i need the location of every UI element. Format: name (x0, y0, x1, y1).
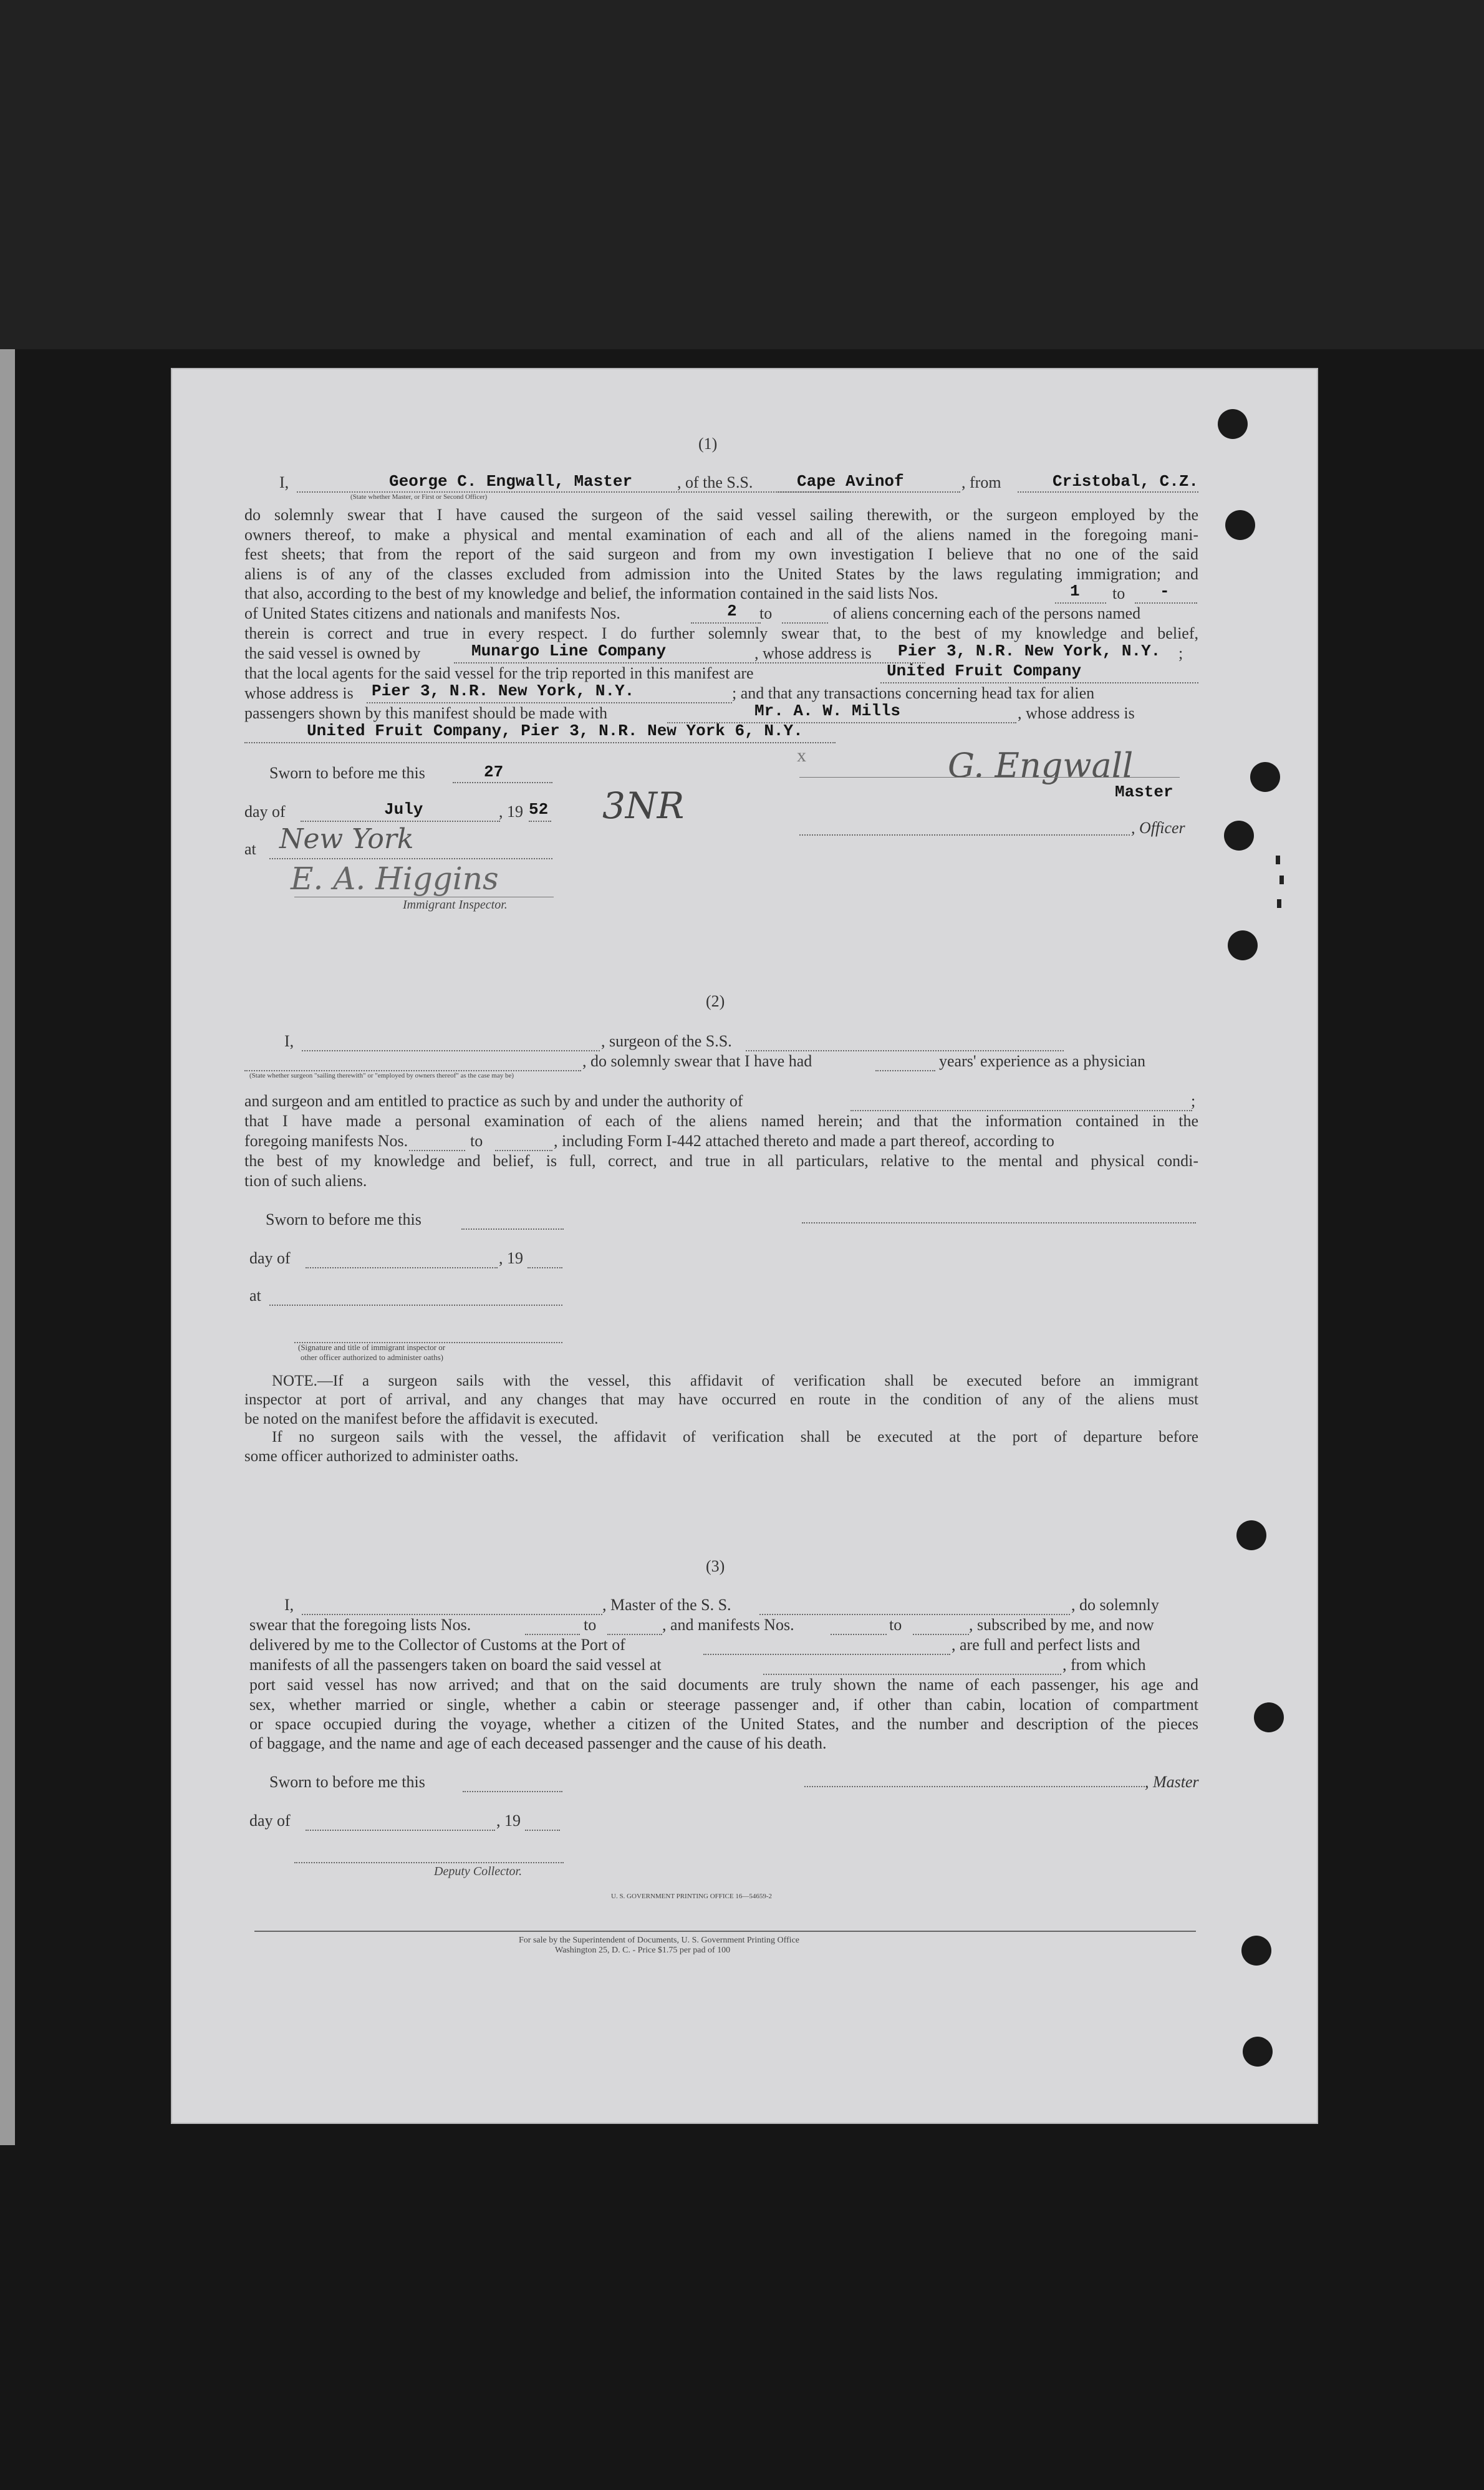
correct-line: therein is correct and true in every respect. I do further solemnly swear that, to the best of my knowledge and belief, (244, 624, 1198, 642)
day-of-label: day of (244, 803, 286, 821)
note-line: some officer authorized to administer oaths. (244, 1448, 519, 1465)
inspector-caption: Immigrant Inspector. (403, 898, 508, 912)
to-label: to (470, 1132, 483, 1150)
owner-value: Munargo Line Company (471, 642, 667, 660)
footer-line-2: Washington 25, D. C. - Price $1.75 per pad of 100 (555, 1946, 731, 1955)
section-2-number: (2) (706, 992, 725, 1010)
surgeon-of-label: , surgeon of the S.S. (601, 1032, 732, 1050)
owned-by-label: the said vessel is owned by (244, 644, 421, 662)
punch-hole (1236, 1520, 1266, 1550)
handwritten-place: New York (279, 823, 414, 855)
passengers-label: passengers shown by this manifest should be made with (244, 704, 608, 722)
punch-hole (1254, 1702, 1284, 1732)
from-label: , from (961, 473, 1001, 491)
officer-caption: , Officer (1131, 819, 1185, 837)
punch-hole (1241, 1936, 1271, 1966)
lists-to-value: - (1160, 582, 1170, 601)
manifest-no-value: 2 (727, 602, 737, 620)
oath-line: fest sheets; that from the report of the said surgeon and from my own investigation I believe that no one of the said (244, 545, 1198, 563)
from-which-text: , from which (1062, 1656, 1146, 1674)
inspector-signature: E. A. Higgins (291, 861, 499, 897)
master-signature: G. Engwall (948, 746, 1134, 785)
x-mark: x (797, 745, 806, 766)
gpo-imprint: U. S. GOVERNMENT PRINTING OFFICE 16—54659-2 (611, 1893, 773, 1900)
edge-mark (1279, 876, 1284, 884)
oath-line: aliens is of any of the classes excluded from admission into the United States by the laws regulating immigration; and (244, 564, 1198, 583)
oath-line: owners thereof, to make a physical and mental examination of each and all of the aliens named in the foregoing mani- (244, 525, 1198, 544)
semicolon: ; (1191, 1092, 1196, 1110)
year-prefix: , 19 (496, 1812, 521, 1830)
agent-value: United Fruit Company (887, 662, 1082, 680)
agents-label: that the local agents for the said vessel for the trip reported in this manifest are (244, 664, 754, 682)
day-of-label: day of (249, 1249, 291, 1267)
note-paragraph-2: If no surgeon sails with the vessel, the affidavit of verification shall be executed at the port of departure before (272, 1429, 1198, 1445)
section-1-oath-text (244, 505, 1198, 584)
oath-i-label: I, (279, 473, 289, 491)
footer-line-1: For sale by the Superintendent of Documents, U. S. Government Printing Office (519, 1936, 799, 1945)
surgeon-state-note: (State whether surgeon "sailing therewith" or "employed by owners thereof" as the case may be) (249, 1072, 514, 1079)
punch-hole (1243, 2037, 1273, 2067)
of-the-ss-label: , of the S.S. (677, 473, 753, 491)
to-label: to (1112, 584, 1125, 602)
section-3-text: port said vessel has now arrived; and that on the said documents are truly shown the name of each passenger, his age and sex, whether married or single, whether a cabin or steerage passenger and, if other than cabin, location of compartment or space occupied during the voyage, whether a citizen of the United States, and the number and description of the pieces (249, 1676, 1198, 1733)
section-3-number: (3) (706, 1557, 725, 1575)
note-paragraph: NOTE.—If a surgeon sails with the vessel, this affidavit of verification shall be executed before an immigrant inspector at port of arrival, and any changes that may have occurred en route in the condition of any of the aliens must (244, 1373, 1198, 1408)
including-text: , including Form I-442 attached thereto and made a part thereof, according to (554, 1132, 1054, 1150)
swear-lists-label: swear that the foregoing lists Nos. (249, 1616, 471, 1634)
master-of-label: , Master of the S. S. (602, 1596, 731, 1614)
year-prefix: , 19 (499, 803, 523, 821)
signature-note-1: (Signature and title of immigrant inspector or (298, 1343, 446, 1352)
to-label: to (584, 1616, 597, 1634)
edge-mark (1277, 899, 1281, 908)
edge-mark (1276, 856, 1280, 864)
foregoing-manifests-label: foregoing manifests Nos. (244, 1132, 408, 1150)
master-caption: , Master (1145, 1773, 1199, 1791)
sworn-label: Sworn to before me this (269, 764, 425, 782)
baggage-line: of baggage, and the name and age of each deceased passenger and the cause of his death. (249, 1734, 827, 1752)
authority-line: and surgeon and am entitled to practice as such by and under the authority of (244, 1092, 743, 1110)
owner-address-value: Pier 3, N.R. New York, N.Y. (898, 642, 1161, 660)
punch-hole (1224, 821, 1254, 851)
examination-line: that I have made a personal examination of each of the aliens named herein; and that the information contained in the (244, 1112, 1198, 1130)
sworn-day-value: 27 (484, 763, 504, 781)
do-solemnly-label: , do solemnly swear that I have had (582, 1052, 812, 1070)
contact-address-value: United Fruit Company, Pier 3, N.R. New York 6, N.Y. (307, 721, 803, 740)
collector-label: delivered by me to the Collector of Customs at the Port of (249, 1636, 625, 1654)
to-label: to (759, 604, 773, 622)
month-value: July (384, 800, 423, 819)
aliens-text: of aliens concerning each of the persons named (833, 604, 1141, 622)
scan-background (0, 0, 1484, 349)
citizens-text: of United States citizens and nationals and manifests Nos. (244, 604, 620, 622)
belief-line: the best of my knowledge and belief, is full, correct, and true in all particulars, relative to the mental and physical condi- (244, 1152, 1198, 1170)
deputy-collector-caption: Deputy Collector. (434, 1865, 523, 1878)
year-value: 52 (529, 800, 549, 819)
document-page (172, 369, 1317, 2123)
transactions-text: ; and that any transactions concerning head tax for alien (732, 684, 1095, 702)
years-label: years' experience as a physician (939, 1052, 1145, 1070)
semicolon: ; (1178, 644, 1183, 662)
punch-hole (1228, 930, 1258, 960)
day-of-label: day of (249, 1812, 291, 1830)
whose-address-label: , whose address is (754, 644, 872, 662)
year-prefix: , 19 (499, 1249, 523, 1267)
oath-line: that also, according to the best of my knowledge and belief, the information contained in the said lists Nos. (244, 584, 938, 602)
note-line: be noted on the manifest before the affidavit is executed. (244, 1411, 599, 1427)
at-label: at (244, 840, 256, 858)
punch-hole (1250, 762, 1280, 792)
oath-line: do solemnly swear that I have caused the surgeon of the said vessel sailing therewith, or the surgeon employed by the (244, 506, 1198, 524)
agent-address-label: whose address is (244, 684, 354, 702)
to-label: to (889, 1616, 902, 1634)
contact-address-label: , whose address is (1018, 704, 1135, 722)
do-solemnly-label: , do solemnly (1071, 1596, 1159, 1614)
agent-address-value: Pier 3, N.R. New York, N.Y. (372, 682, 635, 700)
lists-from-value: 1 (1070, 582, 1080, 601)
adjacent-page-edge (0, 349, 15, 2145)
full-perfect-text: , are full and perfect lists and (952, 1636, 1140, 1654)
such-aliens-line: tion of such aliens. (244, 1172, 367, 1190)
subscribed-text: , subscribed by me, and now (969, 1616, 1154, 1634)
master-title-value: Master (1115, 783, 1173, 801)
taken-on-board-label: manifests of all the passengers taken on board the said vessel at (249, 1656, 662, 1674)
state-officer-note: (State whether Master, or First or Second Officer) (350, 493, 488, 501)
sworn-label: Sworn to before me this (269, 1773, 425, 1791)
head-tax-contact-value: Mr. A. W. Mills (754, 702, 901, 720)
punch-hole (1218, 409, 1248, 439)
master-name-value: George C. Engwall, Master (389, 472, 633, 491)
and-manifests-label: , and manifests Nos. (662, 1616, 794, 1634)
master-i-label: I, (284, 1596, 294, 1614)
port-from-value: Cristobal, C.Z. (1053, 472, 1199, 491)
surgeon-i-label: I, (284, 1032, 294, 1050)
vessel-name-value: Cape Avinof (797, 472, 904, 491)
handwritten-code: 3NR (602, 784, 685, 827)
at-label: at (249, 1286, 261, 1305)
punch-hole (1225, 510, 1255, 540)
section-1-number: (1) (698, 435, 718, 453)
sworn-label: Sworn to before me this (266, 1210, 422, 1228)
signature-note-2: other officer authorized to administer oaths) (301, 1353, 443, 1362)
